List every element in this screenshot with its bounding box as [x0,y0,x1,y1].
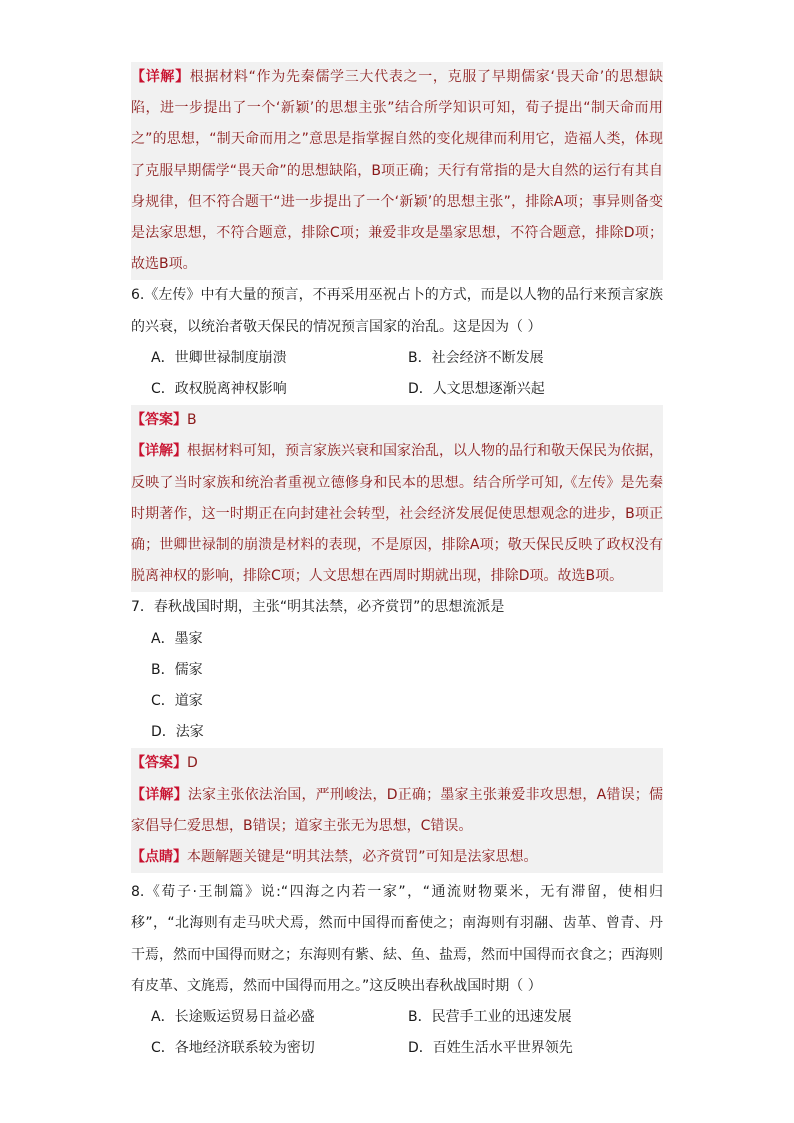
detail-text: 根据材料可知，预言家族兴衰和国家治乱，以人物的品行和敬天保民为依据，反映了当时家族和统治者重视立德修身和民本的思想。结合所学可知,《左传》是先秦时期著作，这一时期正在向封建社会转型，社会经济发展促使思想观念的进步，B项正确；世卿世禄制的崩溃是材料的表现，不是原因，排除A项；敬天保民反映了政权没有脱离神权的影响，排除C项；人文思想在西周时期就出现，排除D项。故选B项。 [131,443,663,585]
q6-option-b: B．社会经济不断发展 [408,349,544,366]
q6-option-d: D．人文思想逐渐兴起 [408,381,545,398]
q8-option-d: D．百姓生活水平世界领先 [408,1040,573,1057]
answer-tag: 【答案】 [131,412,187,429]
q6-option-a: A．世卿世禄制度崩溃 [151,349,287,366]
q8-options-row-2 [131,1033,663,1064]
q8-stem: 8.《荀子·王制篇》说:“四海之内若一家”，“通流财物粟米，无有滞留，使相归移”，“北海则有走马吠犬焉，然而中国得而畜使之；南海则有羽翮、齿革、曾青、丹干焉，然而中国得而财之；东海则有紫、紶、鱼、盐焉，然而中国得而衣食之；西海则有皮革、文旄焉，然而中国得而用之。”这反映出春秋战国时期（ ） [131,884,663,994]
q7-answer [131,748,663,779]
detail-tag: 【详解】 [131,69,190,85]
q5-detail [131,62,663,280]
q7-stem: 7．春秋战国时期，主张“明其法禁，必齐赏罚”的思想流派是 [131,599,505,616]
q7-detail [131,780,663,842]
q8-option-a: A．长途贩运贸易日益必盛 [151,1009,315,1026]
answer-tag: 【答案】 [131,755,187,772]
q7-answer-block [131,748,663,873]
q8-option-c: C．各地经济联系较为密切 [151,1040,315,1057]
q8-options-row-1 [131,1002,663,1033]
answer-value: D [187,755,198,772]
q6-options-row-2 [131,374,663,405]
q7-option-d: D．法家 [151,724,204,741]
q6-stem: 6.《左传》中有大量的预言，不再采用巫祝占卜的方式，而是以人物的品行来预言家族的兴衰，以统治者敬天保民的情况预言国家的治乱。这是因为（ ） [131,287,663,335]
q6-option-c: C．政权脱离神权影响 [151,381,287,398]
q5-detail-block [131,62,663,280]
q6-answer-block [131,405,663,592]
q7-option-b: B．儒家 [151,661,203,678]
q8-option-b: B．民营手工业的迅速发展 [408,1009,572,1026]
q7-option-c: C．道家 [151,693,203,710]
q7-option-a: A．墨家 [151,630,203,647]
detail-tag: 【详解】 [131,786,188,803]
tip-tag: 【点睛】 [131,849,187,866]
q7-tip [131,842,663,873]
q6-answer [131,405,663,436]
tip-text: 本题解题关键是“明其法禁，必齐赏罚”可知是法家思想。 [187,849,538,866]
detail-tag: 【详解】 [131,443,187,460]
answer-value: B [187,412,197,429]
detail-text: 法家主张依法治国，严刑峻法，D正确；墨家主张兼爱非攻思想，A错误；儒家倡导仁爱思想，B错误；道家主张无为思想，C错误。 [131,786,663,834]
q6-detail [131,436,663,592]
q6-options-row-1 [131,343,663,374]
detail-text: 根据材料“作为先秦儒学三大代表之一，克服了早期儒家‘畏天命’的思想缺陷，进一步提出了一个‘新颖’的思想主张”结合所学知识可知，荀子提出“制天命而用之”的思想，“制天命而用之”意思是指掌握自然的变化规律而利用它，造福人类，体现了克服早期儒学“畏天命”的思想缺陷，B项正确；天行有常指的是大自然的运行有其自身规律，但不符合题干“进一步提出了一个‘新颖’的思想主张”，排除A项；事异则备变是法家思想，不符合题意，排除C项；兼爱非攻是墨家思想，不符合题意，排除D项；故选B项。 [131,69,663,273]
document-page [131,62,663,1065]
